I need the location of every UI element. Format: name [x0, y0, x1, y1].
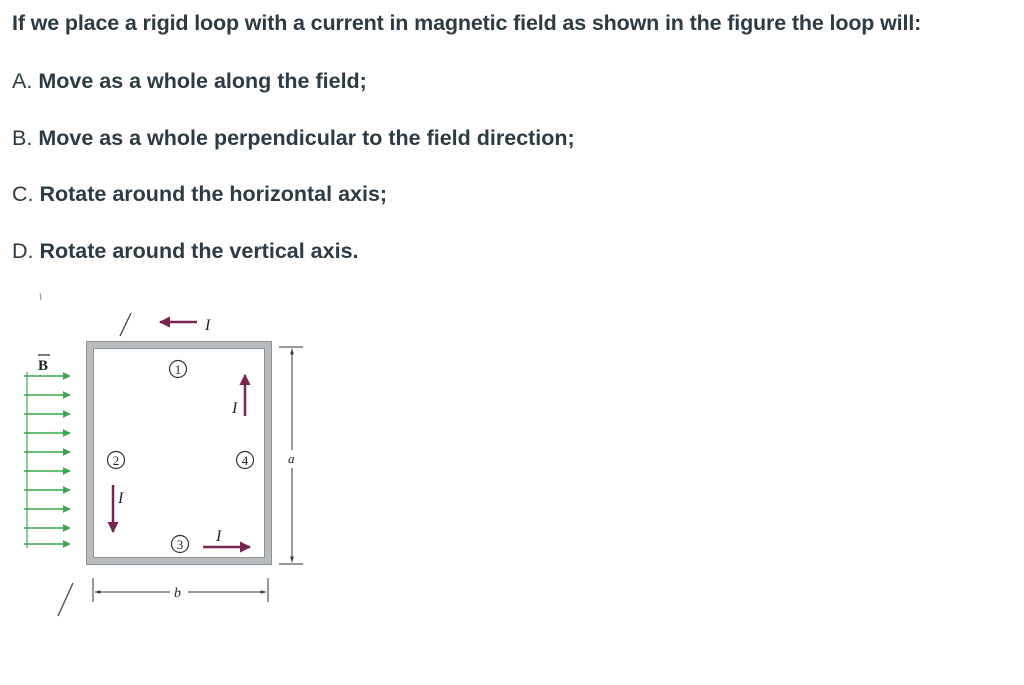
- option-d-text: Rotate around the vertical axis.: [39, 239, 359, 263]
- option-d[interactable]: [12, 239, 359, 264]
- current-label-right: I: [232, 400, 238, 417]
- side-label-1: [170, 361, 187, 378]
- svg-text:2: 2: [112, 453, 120, 468]
- field-label: B: [38, 358, 49, 374]
- current-label-left: I: [118, 490, 124, 507]
- option-b-letter: B.: [12, 126, 33, 150]
- side-label-3: [172, 536, 189, 553]
- height-label: a: [288, 451, 295, 466]
- option-a-text: Move as a whole along the field;: [38, 69, 367, 93]
- option-c-letter: C.: [12, 182, 34, 206]
- side-label-4: [237, 452, 254, 469]
- tilt-line-top: [120, 313, 131, 336]
- current-label-bottom: I: [216, 528, 222, 545]
- option-b[interactable]: [12, 126, 575, 151]
- side-label-2: [108, 452, 125, 469]
- current-label-top: I: [205, 317, 211, 334]
- question-text: If we place a rigid loop with a current in magnetic field as shown in the figure the loop will:: [12, 11, 922, 35]
- stray-tick: [40, 293, 41, 300]
- option-a[interactable]: [12, 69, 367, 94]
- tilt-line-bottom: [58, 583, 73, 616]
- width-label: b: [174, 586, 181, 601]
- magnetic-field-arrows: [24, 376, 70, 544]
- option-b-text: Move as a whole perpendicular to the field direction;: [38, 126, 575, 150]
- loop-figure: [0, 280, 330, 620]
- svg-text:4: 4: [241, 453, 249, 468]
- option-a-letter: A.: [12, 69, 33, 93]
- option-c-text: Rotate around the horizontal axis;: [39, 182, 388, 206]
- svg-text:3: 3: [176, 537, 184, 552]
- option-d-letter: D.: [12, 239, 34, 263]
- svg-text:1: 1: [174, 362, 182, 377]
- loop-diagram: [0, 280, 330, 620]
- option-c[interactable]: [12, 182, 387, 207]
